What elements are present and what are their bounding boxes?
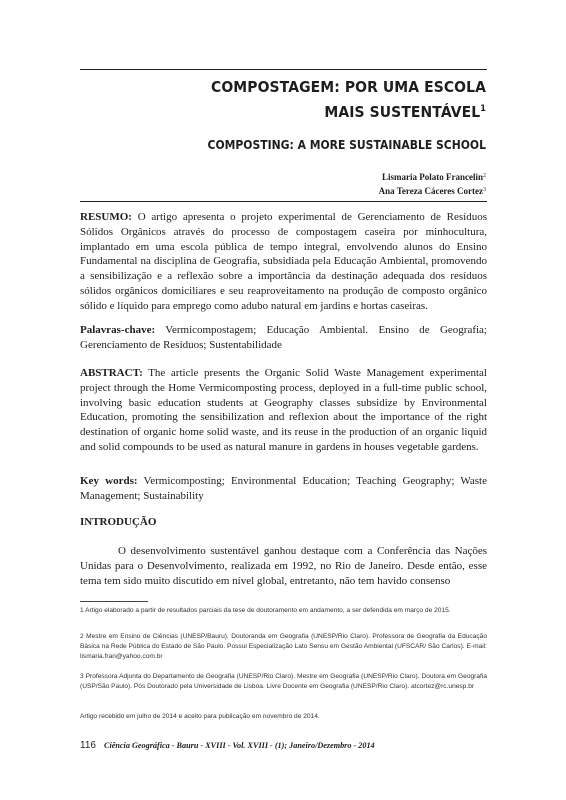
palavras-chave-label: Palavras-chave:	[80, 324, 156, 336]
page-number: 116	[80, 740, 96, 751]
palavras-chave-text: Vermicompostagem; Educação Ambiental. Ensino de Geografia; Gerenciamento de Resíduos; Sustentabilidade	[80, 324, 487, 351]
author-2-name: Ana Tereza Cáceres Cortez	[378, 186, 483, 196]
journal-citation: Ciência Geográfica - Bauru - XVIII - Vol. XVIII - (1); Janeiro/Dezembro - 2014	[104, 741, 375, 750]
title-line-1: COMPOSTAGEM: POR UMA ESCOLA	[211, 78, 486, 96]
top-rule	[80, 69, 487, 70]
palavras-chave-paragraph	[80, 323, 487, 353]
abstract-label: ABSTRACT:	[80, 367, 143, 379]
author-2-note: 3	[483, 187, 486, 193]
page-footer	[80, 740, 487, 751]
resumo-text: O artigo apresenta o projeto experimental de Gerenciamento de Resíduos Sólidos Orgânicos através do processo de compostagem caseira por minhocultura, implantado em uma escola pública de tempo integral, envolvendo alunos do Ensino Fundamental na disciplina de Geografia, subsidiada pela Educação Ambiental, promovendo a sensibilização e a reflexão sobre a importância da destinação adequada dos resíduos sólidos orgânicos domiciliares e seu reaproveitamento na produção de composto orgânico sólido e líquido para emprego como adubo natural em jardins e hortas caseiras.	[80, 211, 487, 312]
abstract-text: The article presents the Organic Solid Waste Management experimental project through the Home Vermicomposting process, deployed in a full-time public school, involving basic education students at Geography classes subsidize by Environmental Education, promoting the sensibilization and reflexion about the importance of the right destination of organic home solid waste, and its reuse in the production of an organic liquid and solid compounds to be used as natural manure in gardens in houses vegetable gardens.	[80, 367, 487, 453]
resumo-paragraph	[80, 210, 487, 314]
introducao-paragraph: O desenvolvimento sustentável ganhou destaque com a Conferência das Nações Unidas para o Desenvolvimento, realizada em 1992, no Rio de Janeiro. Desde então, esse tema tem sido muito discutido em nível global, entretanto, não tem havido consenso	[80, 545, 487, 587]
title-line-2-text: MAIS SUSTENTÁVEL	[324, 103, 481, 121]
keywords-text: Vermicomposting; Environmental Education; Teaching Geography; Waste Management; Sustainability	[80, 475, 487, 502]
title-footnote-marker: 1	[480, 104, 486, 114]
resumo-label: RESUMO:	[80, 211, 132, 223]
footnote-3: 3 Professora Adjunta do Departamento de Geografia (UNESP/Rio Claro). Mestre em Geografia (UNESP/Rio Claro). Doutora em Geografia (USP/São Paulo). Pós Doutorado pela Universidade de Lisboa. Livre Docente em Geografia (UNESP/Rio Claro). atcortez@rc.unesp.br	[80, 673, 487, 690]
author-1	[186, 170, 486, 184]
abstract-rule	[80, 201, 487, 202]
author-list	[186, 170, 486, 198]
article-subtitle: COMPOSTING: A MORE SUSTAINABLE SCHOOL	[207, 138, 486, 152]
abstract-paragraph	[80, 366, 487, 455]
keywords-label: Key words:	[80, 475, 138, 487]
keywords-paragraph	[80, 474, 487, 504]
section-heading-introducao: INTRODUÇÃO	[80, 516, 157, 528]
received-note: Artigo recebido em julho de 2014 e aceito para publicação em novembro de 2014.	[80, 713, 320, 720]
footnote-1: 1 Artigo elaborado a partir de resultados parciais da tese de doutoramento em andamento, a ser defendida em março de 2015.	[80, 607, 451, 614]
author-1-note: 2	[483, 173, 486, 179]
footnote-2: 2 Mestre em Ensino de Ciências (UNESP/Bauru). Doutoranda em Geografia (UNESP/Rio Claro). Professora de Geografia da Educação Básica na Rede Pública do Estado de São Paulo. Possui Especialização Lato Sensu em Gestão Ambiental (UFSCAR/ São Carlos). E-mail: lismaria.fran@yahoo.com.br	[80, 633, 487, 660]
footnote-rule	[80, 601, 148, 602]
author-2	[186, 184, 486, 198]
article-title	[126, 76, 486, 123]
author-1-name: Lismaria Polato Francelin	[382, 172, 483, 182]
title-line-2	[126, 98, 486, 123]
